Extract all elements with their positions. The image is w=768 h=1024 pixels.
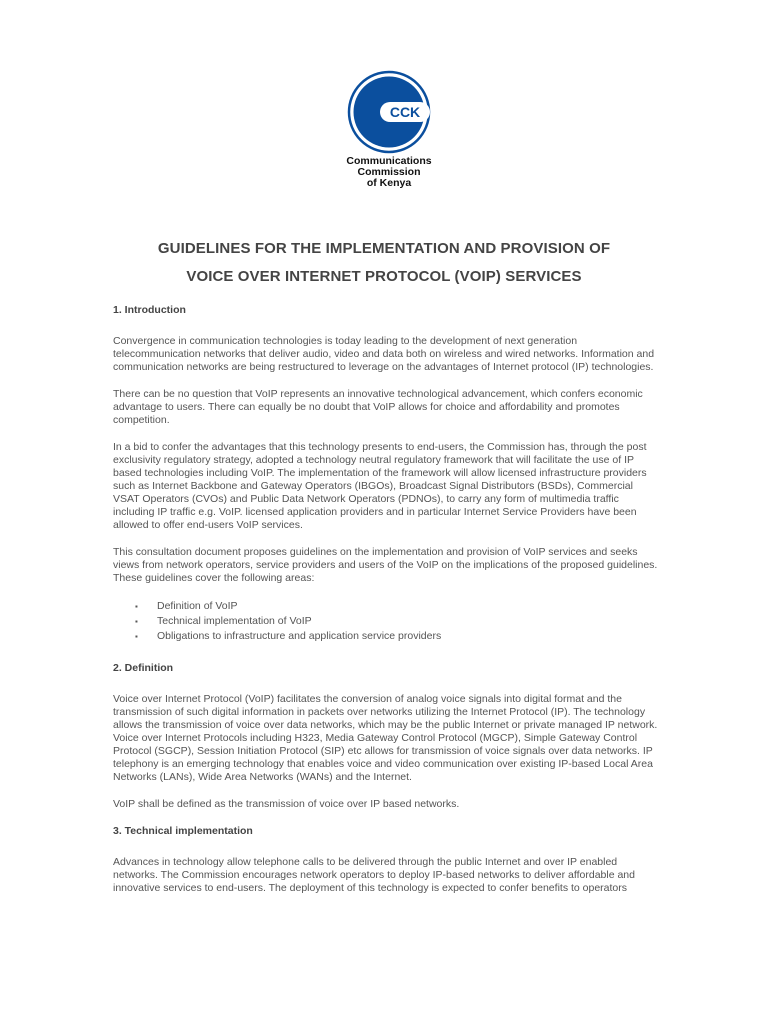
logo-line: of Kenya	[366, 177, 412, 189]
document-body	[113, 304, 661, 909]
paragraph: In a bid to confer the advantages that this technology presents to end-users, the Commission has, through the post exclusivity regulatory strategy, adopted a technology neutral regulatory framework that will facilitate the use of IP based technologies including VoIP. The implementation of the framework will allow licensed infrastructure providers such as Internet Backbone and Gateway Operators (IBGOs), Broadcast Signal Distributors (BSDs), Commercial VSAT Operators (CVOs) and Public Data Network Operators (PDNOs), to carry any form of multimedia traffic including IP traffic e.g. VoIP. licensed application providers and in particular Internet Service Providers have been allowed to offer end-users VoIP services.	[113, 441, 647, 531]
paragraph: This consultation document proposes guidelines on the implementation and provision of VoIP services and seeks views from network operators, service providers and users of the VoIP on the implications of the proposed guidelines. These guidelines cover the following areas:	[113, 546, 658, 584]
areas-list	[113, 599, 661, 644]
logo-line: Commission	[357, 166, 421, 178]
list-item: ▪ Definition of VoIP	[135, 599, 661, 614]
cck-emblem-icon	[347, 70, 431, 154]
logo-line: Communications	[346, 155, 432, 167]
logo-mark: CCK	[389, 104, 421, 120]
cck-logo	[343, 70, 435, 189]
paragraph: Voice over Internet Protocol (VoIP) facilitates the conversion of analog voice signals into digital format and the transmission of such digital information in packets over networks utilizing the Internet Protocol (IP). The technology allows the transmission of voice over data networks, which may be the public Internet or private managed IP network. Voice over Internet Protocols including H323, Media Gateway Control Protocol (MGCP), Simple Gateway Control Protocol (SGCP), Session Initiation Protocol (SIP) etc allows for transmission of voice signals over data networks. IP telephony is an emerging technology that enables voice and video communication over existing IP-based Local Area Networks (LANs), Wide Area Networks (WANs) and the Internet.	[113, 693, 658, 783]
paragraph: There can be no question that VoIP represents an innovative technological advancement, which confers economic advantage to users. There can equally be no doubt that VoIP allows for choice and affordability and promotes competition.	[113, 388, 643, 426]
section-heading-technical-implementation: 3. Technical implementation	[113, 825, 253, 837]
document-title-line-1: GUIDELINES FOR THE IMPLEMENTATION AND PROVISION OF	[157, 240, 611, 257]
paragraph: Convergence in communication technologies is today leading to the development of next generation telecommunication networks that deliver audio, video and data both on wireless and wired networks. Information and communication networks are being restructured to leverage on the advantages of Internet protocol (IP) technologies.	[113, 335, 655, 373]
paragraph: Advances in technology allow telephone calls to be delivered through the public Internet and over IP enabled networks. The Commission encourages network operators to deploy IP-based networks to deliver affordable and innovative services to end-users. The deployment of this technology is expected to confer benefits to operators	[113, 856, 635, 894]
section-heading-definition: 2. Definition	[113, 662, 174, 674]
logo-caption	[343, 156, 435, 189]
section-heading-introduction: 1. Introduction	[113, 304, 186, 316]
list-item: ▪ Technical implementation of VoIP	[135, 614, 661, 629]
document-title-line-2: VOICE OVER INTERNET PROTOCOL (VOIP) SERVICES	[186, 268, 582, 285]
paragraph: VoIP shall be defined as the transmission of voice over IP based networks.	[113, 798, 460, 810]
list-item: ▪ Obligations to infrastructure and application service providers	[135, 629, 661, 644]
